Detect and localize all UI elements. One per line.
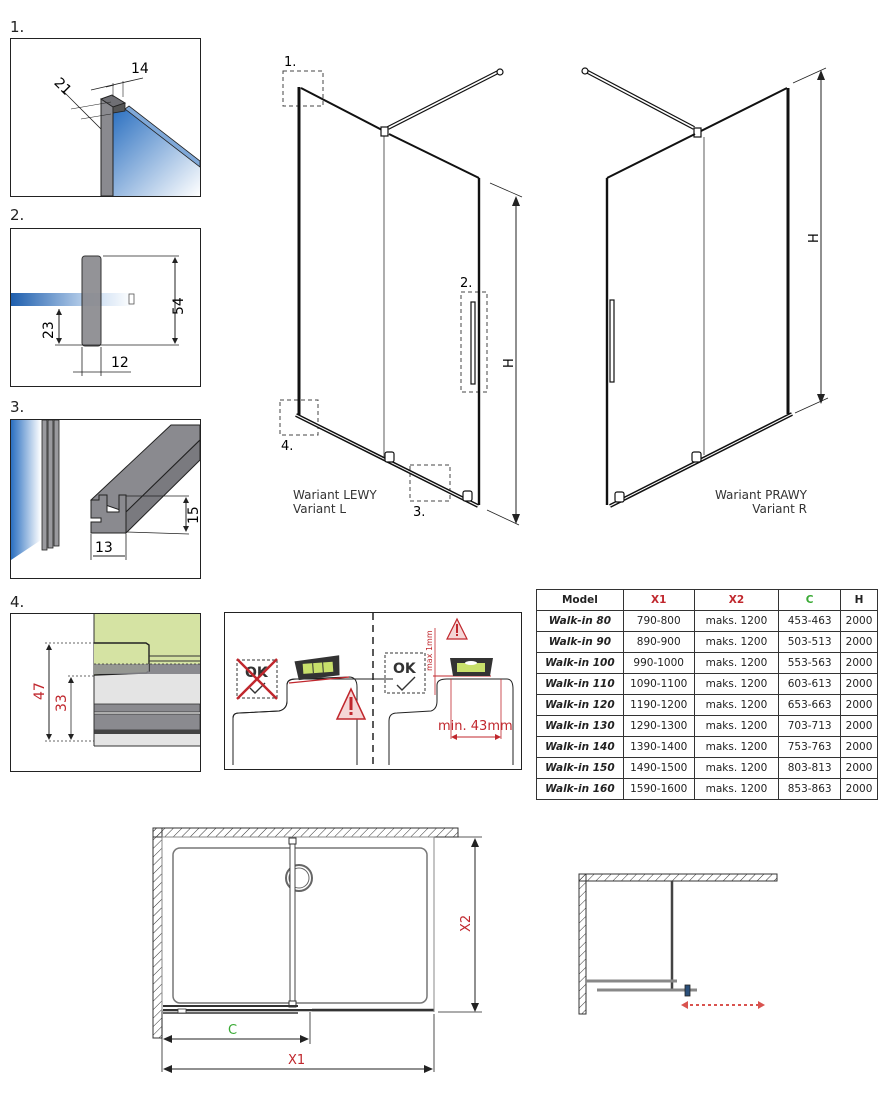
table-row: [537, 758, 878, 779]
table-row: [537, 716, 878, 737]
table-row: [537, 632, 878, 653]
floor-level-check-panel: [224, 612, 522, 770]
col-x1: X1: [623, 590, 694, 611]
cell-c: 853-863: [779, 779, 841, 800]
cell-model: Walk-in 130: [537, 716, 624, 737]
col-x2: X2: [694, 590, 779, 611]
callout-3: 3.: [413, 505, 426, 520]
variant-right-en: Variant R: [752, 502, 807, 516]
cell-model: Walk-in 160: [537, 779, 624, 800]
max-gap-label: max 1mm: [425, 630, 434, 671]
detail-4-drawing: [11, 614, 200, 771]
col-model: Model: [537, 590, 624, 611]
cell-x2: maks. 1200: [694, 695, 779, 716]
table-row: [537, 674, 878, 695]
cell-h: 2000: [841, 611, 878, 632]
min-width-label: min. 43mm: [438, 719, 513, 734]
spirit-level-icon: [294, 655, 340, 680]
col-c: C: [779, 590, 841, 611]
x2-label: X2: [459, 914, 474, 932]
cell-x2: maks. 1200: [694, 758, 779, 779]
cell-x1: 1490-1500: [623, 758, 694, 779]
cell-c: 603-613: [779, 674, 841, 695]
cell-h: 2000: [841, 737, 878, 758]
cell-c: 753-763: [779, 737, 841, 758]
variant-right-pl: Wariant PRAWY: [714, 488, 807, 502]
detail-4-panel: [10, 613, 201, 772]
cell-model: Walk-in 80: [537, 611, 624, 632]
table-row: [537, 695, 878, 716]
cell-model: Walk-in 120: [537, 695, 624, 716]
cell-model: Walk-in 140: [537, 737, 624, 758]
table-row: [537, 737, 878, 758]
cell-x1: 1390-1400: [623, 737, 694, 758]
c-label: C: [228, 1023, 238, 1038]
dim-33: 33: [54, 694, 70, 712]
variant-left-caption: [293, 488, 377, 516]
warning-triangle-icon: [447, 619, 467, 639]
callout-2: 2.: [460, 276, 473, 291]
warning-triangle-icon: [337, 689, 365, 719]
dim-15: 15: [186, 506, 202, 524]
dim-23: 23: [41, 321, 57, 339]
col-h: H: [841, 590, 878, 611]
detail-2-label: 2.: [10, 206, 25, 224]
table-header-row: [537, 590, 878, 611]
cell-c: 803-813: [779, 758, 841, 779]
table-row: [537, 653, 878, 674]
cell-x1: 990-1000: [623, 653, 694, 674]
cell-h: 2000: [841, 758, 878, 779]
variant-left-pl: Wariant LEWY: [293, 488, 377, 502]
wrong-ok-label: OK: [245, 665, 268, 681]
cell-x1: 1290-1300: [623, 716, 694, 737]
cell-x2: maks. 1200: [694, 737, 779, 758]
cell-x2: maks. 1200: [694, 632, 779, 653]
cell-model: Walk-in 90: [537, 632, 624, 653]
cell-x2: maks. 1200: [694, 674, 779, 695]
dimensions-table: [536, 589, 878, 800]
cell-x2: maks. 1200: [694, 716, 779, 737]
cell-model: Walk-in 150: [537, 758, 624, 779]
callout-4: 4.: [281, 439, 294, 454]
cell-h: 2000: [841, 695, 878, 716]
cell-c: 553-563: [779, 653, 841, 674]
callout-1: 1.: [284, 55, 297, 70]
dim-12: 12: [111, 355, 129, 371]
cell-x1: 890-900: [623, 632, 694, 653]
detail-1-label: 1.: [10, 18, 25, 36]
cell-x1: 1090-1100: [623, 674, 694, 695]
variant-left-en: Variant L: [293, 502, 347, 516]
cell-model: Walk-in 110: [537, 674, 624, 695]
dim-13: 13: [95, 540, 113, 556]
floor-level-check-drawing: [225, 613, 521, 769]
cell-x2: maks. 1200: [694, 779, 779, 800]
x1-label: X1: [288, 1053, 306, 1068]
table-body: [537, 611, 878, 800]
height-label-left: H: [502, 358, 517, 368]
cell-x1: 790-800: [623, 611, 694, 632]
table-row: [537, 779, 878, 800]
cell-x2: maks. 1200: [694, 611, 779, 632]
cell-h: 2000: [841, 779, 878, 800]
dim-14: 14: [131, 61, 149, 77]
height-label-right: H: [807, 233, 822, 243]
dim-54: 54: [171, 297, 187, 315]
dim-21: 21: [50, 74, 75, 99]
cell-h: 2000: [841, 716, 878, 737]
spirit-level-icon: [450, 658, 493, 676]
variant-left-drawing: [0, 0, 878, 540]
cell-c: 703-713: [779, 716, 841, 737]
detail-3-label: 3.: [10, 398, 25, 416]
cell-h: 2000: [841, 674, 878, 695]
detail-4-label: 4.: [10, 593, 25, 611]
variant-right-caption: [692, 488, 807, 516]
handle-marker-icon: [685, 985, 690, 996]
cell-x1: 1190-1200: [623, 695, 694, 716]
cell-model: Walk-in 100: [537, 653, 624, 674]
cell-c: 453-463: [779, 611, 841, 632]
checkmark-icon: [397, 677, 415, 690]
cell-c: 653-663: [779, 695, 841, 716]
right-ok-label: OK: [393, 661, 416, 677]
cell-h: 2000: [841, 653, 878, 674]
cell-c: 503-513: [779, 632, 841, 653]
table-row: [537, 611, 878, 632]
cell-x1: 1590-1600: [623, 779, 694, 800]
cell-h: 2000: [841, 632, 878, 653]
cell-x2: maks. 1200: [694, 653, 779, 674]
dim-47: 47: [32, 682, 48, 700]
